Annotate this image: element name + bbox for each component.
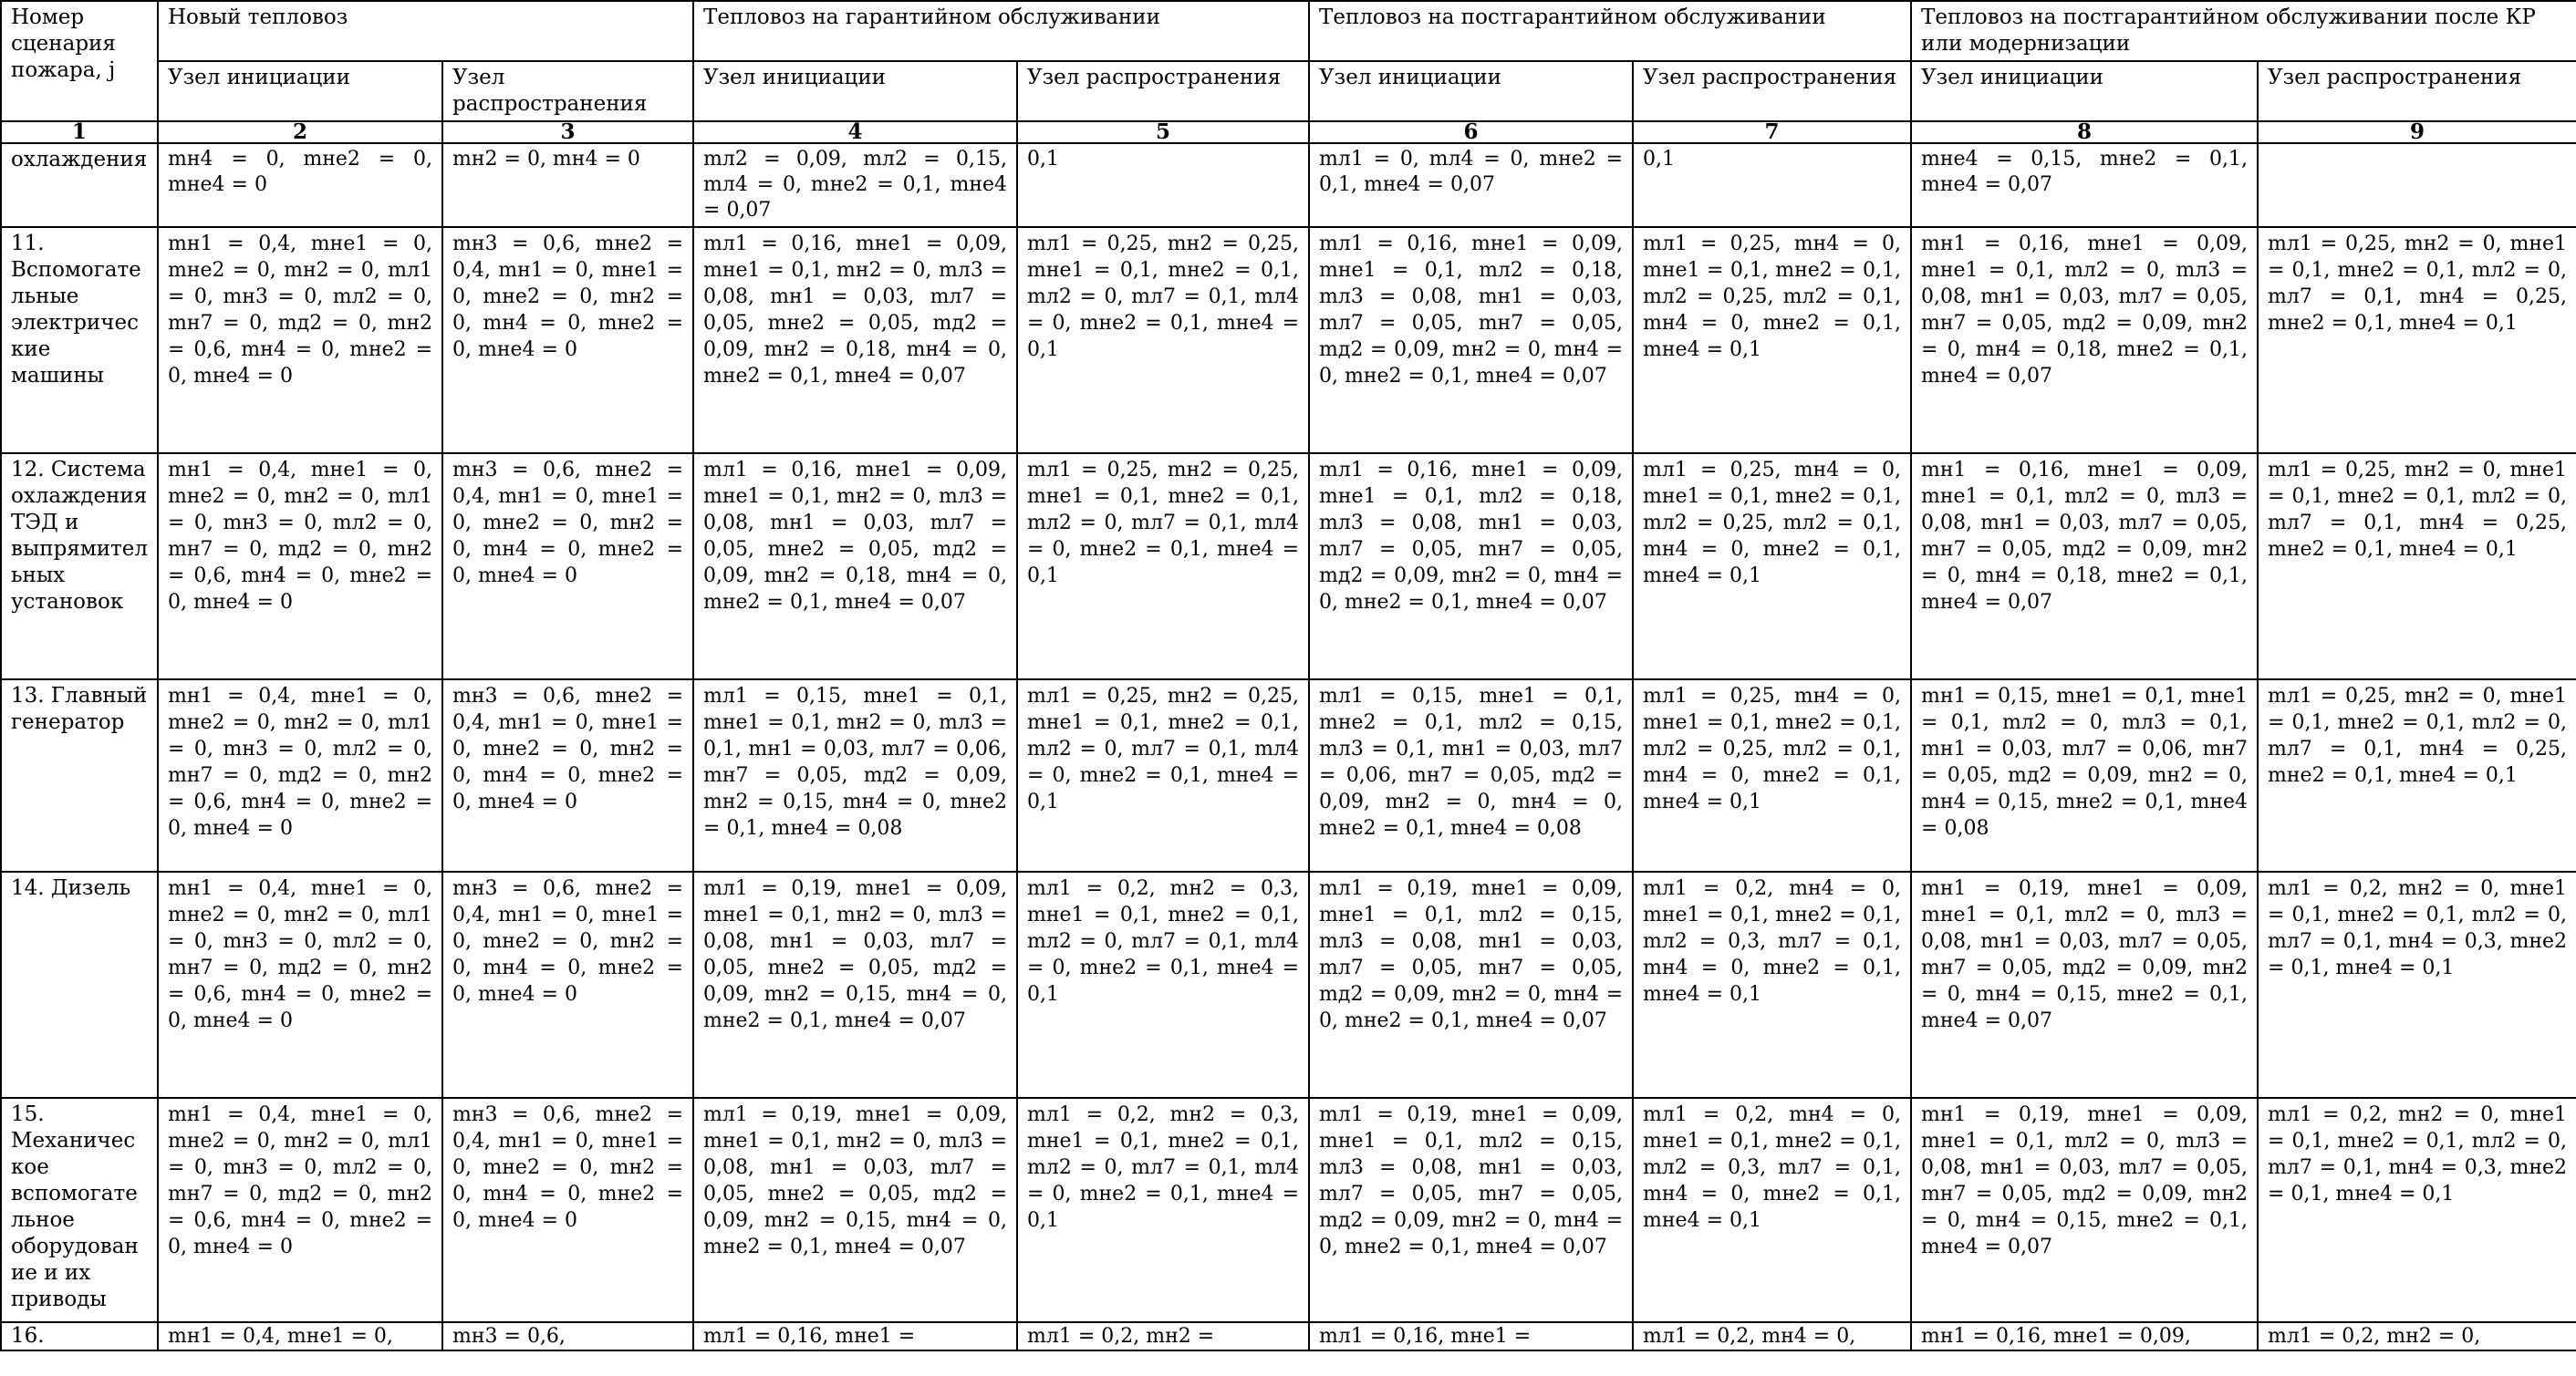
table-cell: mл1 = 0,25, mн4 = 0, mнe1 = 0,1, mнe2 = 0,1, mл2 = 0,25, mл2 = 0,1, mн4 = 0, mнe2 = 0,1, mнe4 = 0,1 [1633,453,1911,679]
init-node-header: Узел инициации [1309,61,1633,121]
table-cell: mл1 = 0,2, mн2 = 0, [2258,1322,2576,1350]
scenario-name: 12. Система охлаждения ТЭД и выпрямительных установок [1,453,158,679]
group-header-postwarranty: Тепловоз на постгарантийном обслуживании [1309,1,1911,61]
init-node-header: Узел инициации [693,61,1017,121]
scenario-number-header: Номер сценария пожара, j [1,1,158,121]
table-cell: mл1 = 0,19, mнe1 = 0,09, mнe1 = 0,1, mл2 = 0,15, mл3 = 0,08, mн1 = 0,03, mл7 = 0,05, mн7 = 0,05, mд2 = 0,09, mн2 = 0, mн4 = 0, mнe2 = 0,1, mнe4 = 0,07 [1309,872,1633,1098]
init-node-header: Узел инициации [1911,61,2258,121]
table-row [1,1098,2576,1322]
table-cell: mл1 = 0,25, mн2 = 0, mнe1 = 0,1, mнe2 = 0,1, mл2 = 0, mл7 = 0,1, mн4 = 0,25, mнe2 = 0,1, mнe4 = 0,1 [2258,453,2576,679]
column-number: 3 [442,121,693,143]
table-row [1,227,2576,453]
spread-node-header: Узел распространения [442,61,693,121]
table-row [1,872,2576,1098]
scenario-name: 16. [1,1322,158,1350]
table-cell: mн3 = 0,6, mнe2 = 0,4, mн1 = 0, mнe1 = 0, mнe2 = 0, mн2 = 0, mн4 = 0, mнe2 = 0, mнe4 = 0 [442,453,693,679]
scenario-name: 15. Механическое вспомогательное оборудование и их приводы [1,1098,158,1322]
table-cell: mн3 = 0,6, mнe2 = 0,4, mн1 = 0, mнe1 = 0, mнe2 = 0, mн2 = 0, mн4 = 0, mнe2 = 0, mнe4 = 0 [442,679,693,872]
group-header-post-repair: Тепловоз на постгарантийном обслуживании после КР или модернизации [1911,1,2576,61]
table-cell: mл1 = 0,16, mнe1 = 0,09, mнe1 = 0,1, mл2 = 0,18, mл3 = 0,08, mн1 = 0,03, mл7 = 0,05, mн7 = 0,05, mд2 = 0,09, mн2 = 0, mн4 = 0, mнe2 = 0,1, mнe4 = 0,07 [1309,227,1633,453]
table-cell: mн1 = 0,19, mнe1 = 0,09, mнe1 = 0,1, mл2 = 0, mл3 = 0,08, mн1 = 0,03, mл7 = 0,05, mн7 = 0,05, mд2 = 0,09, mн2 = 0, mн4 = 0,15, mнe2 = 0,1, mнe4 = 0,07 [1911,872,2258,1098]
column-number: 1 [1,121,158,143]
table-cell: mл1 = 0, mл4 = 0, mнe2 = 0,1, mнe4 = 0,07 [1309,143,1633,227]
table-row [1,143,2576,227]
table-cell: mн3 = 0,6, [442,1322,693,1350]
table-cell: mнe4 = 0,15, mнe2 = 0,1, mнe4 = 0,07 [1911,143,2258,227]
spread-node-header: Узел распространения [1633,61,1911,121]
table-cell: mл2 = 0,09, mл2 = 0,15, mл4 = 0, mнe2 = 0,1, mнe4 = 0,07 [693,143,1017,227]
table-cell: mн2 = 0, mн4 = 0 [442,143,693,227]
scenario-name: охлаждения [1,143,158,227]
scenario-name: 13. Главный генератор [1,679,158,872]
table-cell: mн1 = 0,4, mнe1 = 0, mнe2 = 0, mн2 = 0, mл1 = 0, mн3 = 0, mл2 = 0, mн7 = 0, mд2 = 0, mн2 = 0,6, mн4 = 0, mнe2 = 0, mнe4 = 0 [158,1098,442,1322]
table-cell: mн3 = 0,6, mнe2 = 0,4, mн1 = 0, mнe1 = 0, mнe2 = 0, mн2 = 0, mн4 = 0, mнe2 = 0, mнe4 = 0 [442,872,693,1098]
group-header-new: Новый тепловоз [158,1,693,61]
table-cell: mл1 = 0,15, mнe1 = 0,1, mнe1 = 0,1, mн2 = 0, mл3 = 0,1, mн1 = 0,03, mл7 = 0,06, mн7 = 0,05, mд2 = 0,09, mн2 = 0,15, mн4 = 0, mнe2 = 0,1, mнe4 = 0,08 [693,679,1017,872]
table-cell: mл1 = 0,15, mнe1 = 0,1, mнe2 = 0,1, mл2 = 0,15, mл3 = 0,1, mн1 = 0,03, mл7 = 0,06, mн7 = 0,05, mд2 = 0,09, mн2 = 0, mн4 = 0, mнe2 = 0,1, mнe4 = 0,08 [1309,679,1633,872]
table-cell: mл1 = 0,25, mн2 = 0, mнe1 = 0,1, mнe2 = 0,1, mл2 = 0, mл7 = 0,1, mн4 = 0,25, mнe2 = 0,1, mнe4 = 0,1 [2258,679,2576,872]
table-cell: mл1 = 0,25, mн4 = 0, mнe1 = 0,1, mнe2 = 0,1, mл2 = 0,25, mл2 = 0,1, mн4 = 0, mнe2 = 0,1, mнe4 = 0,1 [1633,227,1911,453]
group-header-warranty: Тепловоз на гарантийном обслуживании [693,1,1309,61]
table-cell: mл1 = 0,19, mнe1 = 0,09, mнe1 = 0,1, mл2 = 0,15, mл3 = 0,08, mн1 = 0,03, mл7 = 0,05, mн7 = 0,05, mд2 = 0,09, mн2 = 0, mн4 = 0, mнe2 = 0,1, mнe4 = 0,07 [1309,1098,1633,1322]
table-cell: 0,1 [1633,143,1911,227]
table-cell: mн1 = 0,16, mнe1 = 0,09, [1911,1322,2258,1350]
table-cell: mл1 = 0,16, mнe1 = 0,09, mнe1 = 0,1, mл2 = 0,18, mл3 = 0,08, mн1 = 0,03, mл7 = 0,05, mн7 = 0,05, mд2 = 0,09, mн2 = 0, mн4 = 0, mнe2 = 0,1, mнe4 = 0,07 [1309,453,1633,679]
table-cell: mн1 = 0,15, mнe1 = 0,1, mнe1 = 0,1, mл2 = 0, mл3 = 0,1, mн1 = 0,03, mл7 = 0,06, mн7 = 0,05, mд2 = 0,09, mн2 = 0, mн4 = 0,15, mнe2 = 0,1, mнe4 = 0,08 [1911,679,2258,872]
table-cell: mн1 = 0,16, mнe1 = 0,09, mнe1 = 0,1, mл2 = 0, mл3 = 0,08, mн1 = 0,03, mл7 = 0,05, mн7 = 0,05, mд2 = 0,09, mн2 = 0, mн4 = 0,18, mнe2 = 0,1, mнe4 = 0,07 [1911,453,2258,679]
table-cell: mн1 = 0,4, mнe1 = 0, mнe2 = 0, mн2 = 0, mл1 = 0, mн3 = 0, mл2 = 0, mн7 = 0, mд2 = 0, mн2 = 0,6, mн4 = 0, mнe2 = 0, mнe4 = 0 [158,227,442,453]
table-cell: mн1 = 0,4, mнe1 = 0, mнe2 = 0, mн2 = 0, mл1 = 0, mн3 = 0, mл2 = 0, mн7 = 0, mд2 = 0, mн2 = 0,6, mн4 = 0, mнe2 = 0, mнe4 = 0 [158,679,442,872]
table-cell: mн1 = 0,16, mнe1 = 0,09, mнe1 = 0,1, mл2 = 0, mл3 = 0,08, mн1 = 0,03, mл7 = 0,05, mн7 = 0,05, mд2 = 0,09, mн2 = 0, mн4 = 0,18, mнe2 = 0,1, mнe4 = 0,07 [1911,227,2258,453]
column-number: 7 [1633,121,1911,143]
column-number: 4 [693,121,1017,143]
table-cell: mл1 = 0,2, mн2 = 0, mнe1 = 0,1, mнe2 = 0,1, mл2 = 0, mл7 = 0,1, mн4 = 0,3, mнe2 = 0,1, mнe4 = 0,1 [2258,1098,2576,1322]
table-cell: mл1 = 0,2, mн2 = 0, mнe1 = 0,1, mнe2 = 0,1, mл2 = 0, mл7 = 0,1, mн4 = 0,3, mнe2 = 0,1, mнe4 = 0,1 [2258,872,2576,1098]
column-number: 6 [1309,121,1633,143]
table-cell: 0,1 [1017,143,1309,227]
table-cell: mл1 = 0,16, mнe1 = 0,09, mнe1 = 0,1, mн2 = 0, mл3 = 0,08, mн1 = 0,03, mл7 = 0,05, mнe2 = 0,05, mд2 = 0,09, mн2 = 0,18, mн4 = 0, mнe2 = 0,1, mнe4 = 0,07 [693,453,1017,679]
scenario-name: 11. Вспомогательные электрические машины [1,227,158,453]
table-cell: mл1 = 0,2, mн4 = 0, mнe1 = 0,1, mнe2 = 0,1, mл2 = 0,3, mл7 = 0,1, mн4 = 0, mнe2 = 0,1, mнe4 = 0,1 [1633,1098,1911,1322]
table-row [1,679,2576,872]
table-cell: mл1 = 0,19, mнe1 = 0,09, mнe1 = 0,1, mн2 = 0, mл3 = 0,08, mн1 = 0,03, mл7 = 0,05, mнe2 = 0,05, mд2 = 0,09, mн2 = 0,15, mн4 = 0, mнe2 = 0,1, mнe4 = 0,07 [693,1098,1017,1322]
table-cell: mн1 = 0,4, mнe1 = 0, mнe2 = 0, mн2 = 0, mл1 = 0, mн3 = 0, mл2 = 0, mн7 = 0, mд2 = 0, mн2 = 0,6, mн4 = 0, mнe2 = 0, mнe4 = 0 [158,872,442,1098]
table-cell: mл1 = 0,25, mн2 = 0,25, mнe1 = 0,1, mнe2 = 0,1, mл2 = 0, mл7 = 0,1, mл4 = 0, mнe2 = 0,1, mнe4 = 0,1 [1017,679,1309,872]
table-cell: mл1 = 0,2, mн4 = 0, mнe1 = 0,1, mнe2 = 0,1, mл2 = 0,3, mл7 = 0,1, mн4 = 0, mнe2 = 0,1, mнe4 = 0,1 [1633,872,1911,1098]
table-cell: mл1 = 0,2, mн2 = [1017,1322,1309,1350]
table-row [1,1322,2576,1350]
table-cell: mл1 = 0,16, mнe1 = [693,1322,1017,1350]
table-cell: mн3 = 0,6, mнe2 = 0,4, mн1 = 0, mнe1 = 0, mнe2 = 0, mн2 = 0, mн4 = 0, mнe2 = 0, mнe4 = 0 [442,227,693,453]
table-cell: mн1 = 0,4, mнe1 = 0, [158,1322,442,1350]
scenario-name: 14. Дизель [1,872,158,1098]
table-cell: mл1 = 0,2, mн4 = 0, [1633,1322,1911,1350]
table-cell: mн1 = 0,19, mнe1 = 0,09, mнe1 = 0,1, mл2 = 0, mл3 = 0,08, mн1 = 0,03, mл7 = 0,05, mн7 = 0,05, mд2 = 0,09, mн2 = 0, mн4 = 0,15, mнe2 = 0,1, mнe4 = 0,07 [1911,1098,2258,1322]
table-cell [2258,143,2576,227]
table-cell: mл1 = 0,19, mнe1 = 0,09, mнe1 = 0,1, mн2 = 0, mл3 = 0,08, mн1 = 0,03, mл7 = 0,05, mнe2 = 0,05, mд2 = 0,09, mн2 = 0,15, mн4 = 0, mнe2 = 0,1, mнe4 = 0,07 [693,872,1017,1098]
table-cell: mн1 = 0,4, mнe1 = 0, mнe2 = 0, mн2 = 0, mл1 = 0, mн3 = 0, mл2 = 0, mн7 = 0, mд2 = 0, mн2 = 0,6, mн4 = 0, mнe2 = 0, mнe4 = 0 [158,453,442,679]
table-row [1,453,2576,679]
spread-node-header: Узел распространения [1017,61,1309,121]
table-cell: mл1 = 0,25, mн2 = 0, mнe1 = 0,1, mнe2 = 0,1, mл2 = 0, mл7 = 0,1, mн4 = 0,25, mнe2 = 0,1, mнe4 = 0,1 [2258,227,2576,453]
table-cell: mл1 = 0,25, mн2 = 0,25, mнe1 = 0,1, mнe2 = 0,1, mл2 = 0, mл7 = 0,1, mл4 = 0, mнe2 = 0,1, mнe4 = 0,1 [1017,227,1309,453]
column-number: 5 [1017,121,1309,143]
table-cell: mл1 = 0,2, mн2 = 0,3, mнe1 = 0,1, mнe2 = 0,1, mл2 = 0, mл7 = 0,1, mл4 = 0, mнe2 = 0,1, mнe4 = 0,1 [1017,1098,1309,1322]
table-cell: mн4 = 0, mнe2 = 0, mнe4 = 0 [158,143,442,227]
column-number: 8 [1911,121,2258,143]
column-number: 2 [158,121,442,143]
table-cell: mл1 = 0,16, mнe1 = 0,09, mнe1 = 0,1, mн2 = 0, mл3 = 0,08, mн1 = 0,03, mл7 = 0,05, mнe2 = 0,05, mд2 = 0,09, mн2 = 0,18, mн4 = 0, mнe2 = 0,1, mнe4 = 0,07 [693,227,1017,453]
table-cell: mл1 = 0,25, mн2 = 0,25, mнe1 = 0,1, mнe2 = 0,1, mл2 = 0, mл7 = 0,1, mл4 = 0, mнe2 = 0,1, mнe4 = 0,1 [1017,453,1309,679]
table-cell: mл1 = 0,25, mн4 = 0, mнe1 = 0,1, mнe2 = 0,1, mл2 = 0,25, mл2 = 0,1, mн4 = 0, mнe2 = 0,1, mнe4 = 0,1 [1633,679,1911,872]
column-number: 9 [2258,121,2576,143]
table-cell: mл1 = 0,2, mн2 = 0,3, mнe1 = 0,1, mнe2 = 0,1, mл2 = 0, mл7 = 0,1, mл4 = 0, mнe2 = 0,1, mнe4 = 0,1 [1017,872,1309,1098]
spread-node-header: Узел распространения [2258,61,2576,121]
table-cell: mн3 = 0,6, mнe2 = 0,4, mн1 = 0, mнe1 = 0, mнe2 = 0, mн2 = 0, mн4 = 0, mнe2 = 0, mнe4 = 0 [442,1098,693,1322]
table-cell: mл1 = 0,16, mнe1 = [1309,1322,1633,1350]
init-node-header: Узел инициации [158,61,442,121]
